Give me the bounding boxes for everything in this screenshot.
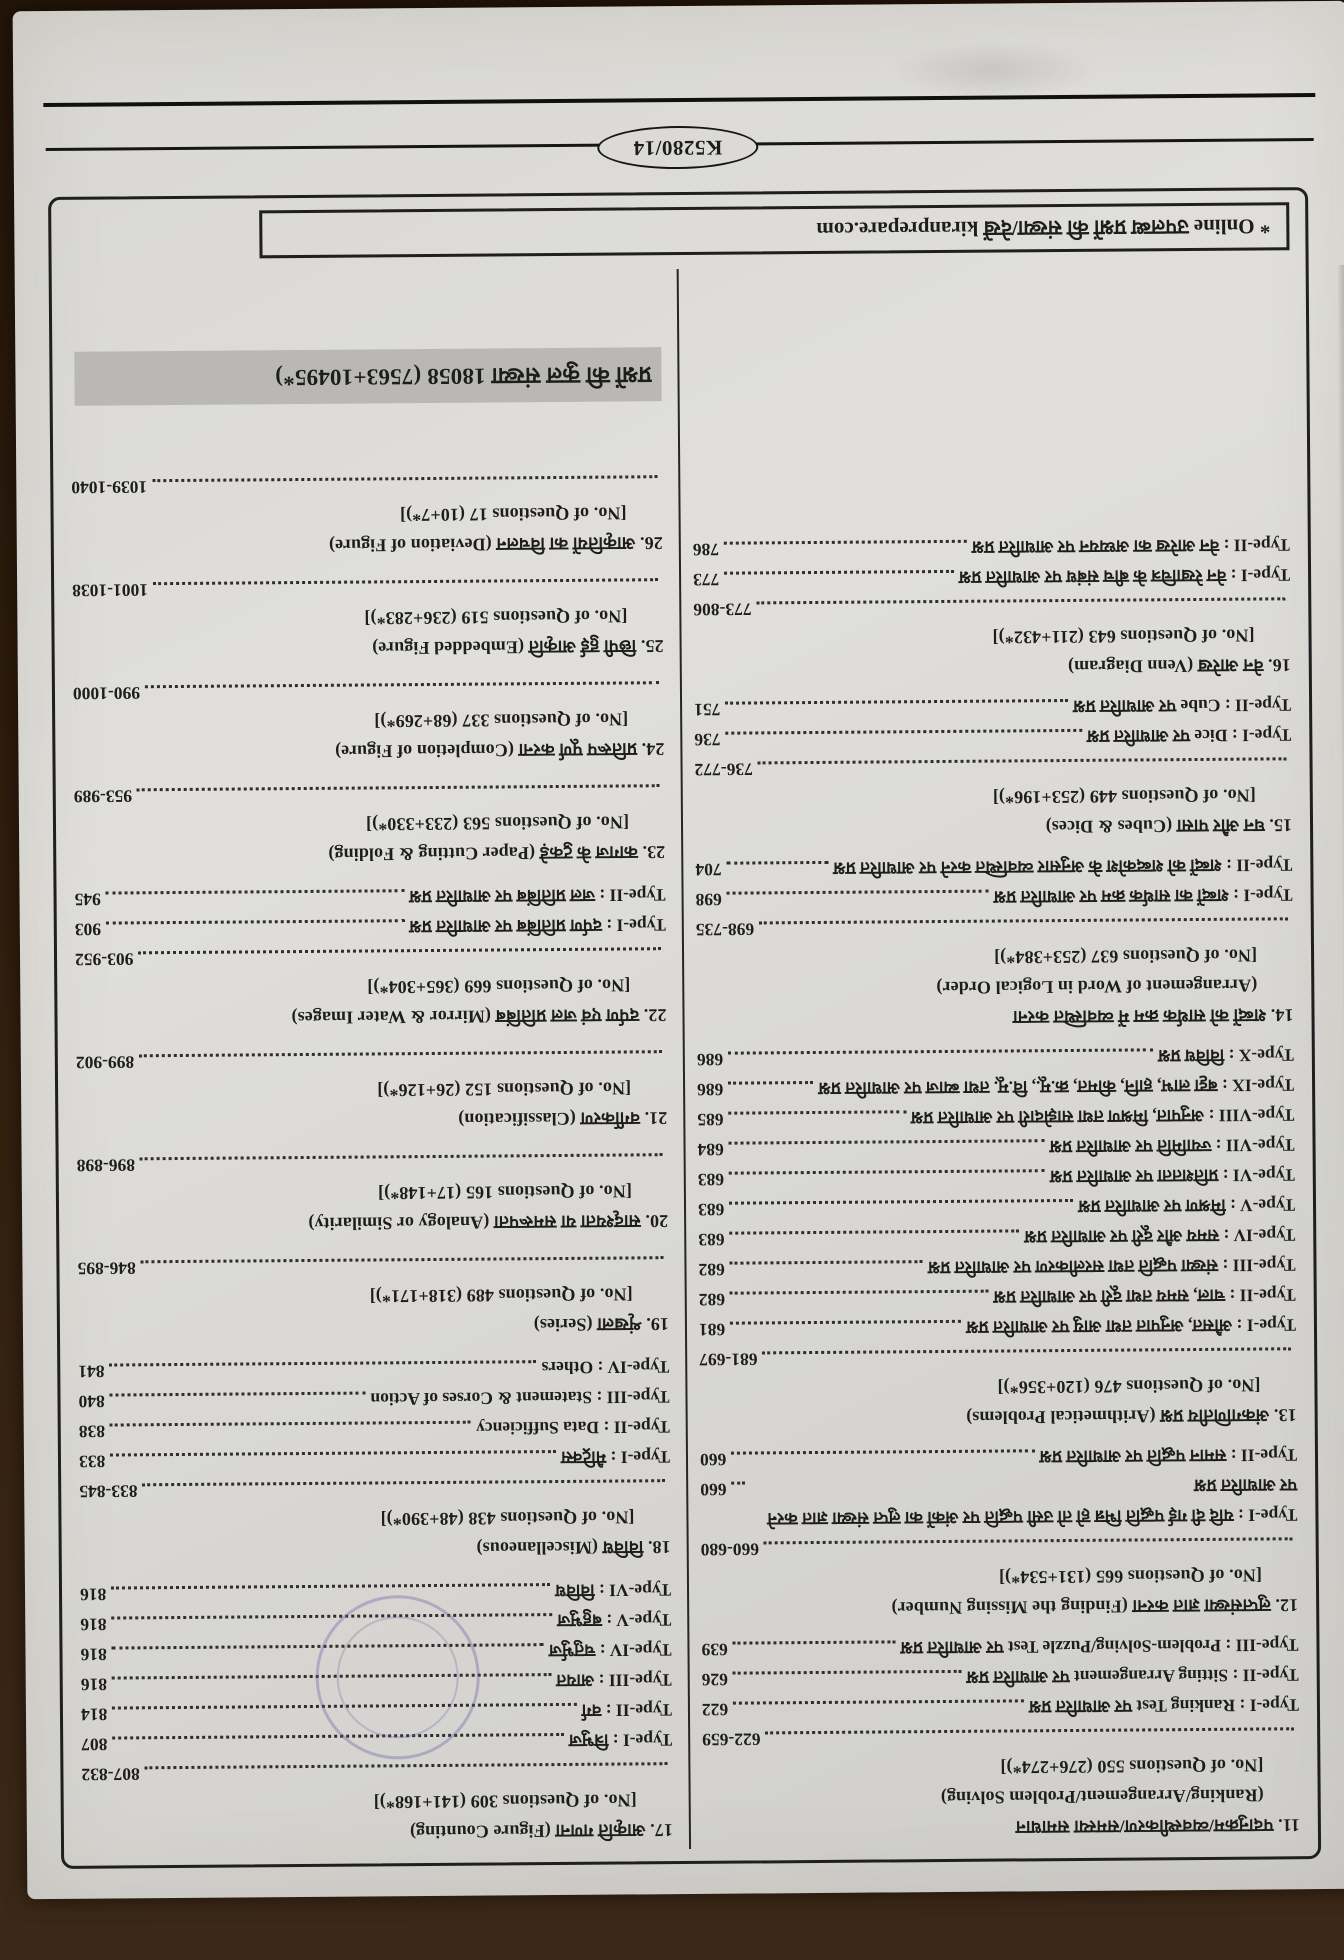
dots-leader: [152, 475, 657, 482]
dots-leader: [731, 1482, 745, 1485]
chapter-title-line: 13. अंकगणितीय प्रश्न (Arithmetical Problems): [966, 1405, 1297, 1428]
page-trim-line: [43, 93, 1315, 107]
item-page-number: 683: [697, 1169, 725, 1190]
chapter-page-range: 1001-1038: [72, 580, 149, 601]
chapter-pages-row: [696, 910, 1293, 945]
toc-item-row: [700, 1470, 1297, 1535]
chapter-title-line: 20. सादृश्यता या समरूपता (Analogy or Similarity): [308, 1211, 669, 1234]
item-page-number: 840: [78, 1391, 105, 1412]
dots-leader: [725, 699, 1068, 705]
toc-item-row: [702, 1660, 1299, 1695]
chapter-title-line: 19. शृंखला (Series): [533, 1314, 670, 1336]
dots-leader: [726, 729, 1082, 735]
toc-item-row: [80, 1575, 671, 1610]
item-page-number: 736: [694, 729, 721, 750]
item-label: Type-I : यदि दी गई पद्धति भिन्न हो तो उसी पद्धति पर अंकों का लुप्त संख्या ज्ञात करने पर आधारित प्रश्न: [767, 1475, 1298, 1530]
chapter-page-range: 990-1000: [72, 683, 141, 704]
dots-leader: [759, 917, 1288, 924]
toc-item-row: [81, 1695, 672, 1730]
item-label: Type-IX : बट्टा लाभ, हानि, कीमत, क्र.मू., वि.मू. तथा ब्याज पर आधारित प्रश्न: [818, 1075, 1295, 1099]
dots-leader: [138, 947, 661, 954]
chapter-pages-row: [79, 1472, 670, 1507]
dots-leader: [731, 1449, 1034, 1454]
toc-item-row: [697, 1040, 1294, 1075]
chapter-title-line: 18. विविध (Miscellaneous): [476, 1537, 671, 1559]
item-page-number: 684: [697, 1139, 724, 1160]
dots-leader: [110, 1450, 556, 1457]
chapter-title-line: 12. लुप्तसंख्या ज्ञात करना (Finding the Missing Number): [891, 1595, 1299, 1619]
paper-smudge: [887, 43, 1097, 99]
item-label: Type-VI : प्रतिशतता पर आधारित प्रश्न: [1049, 1165, 1295, 1188]
item-page-number: 685: [697, 1109, 724, 1130]
chapter-entry: [694, 690, 1292, 845]
toc-item-row: [74, 880, 665, 915]
item-label: Type-III : आयत: [556, 1670, 672, 1692]
chapter-pages-row: [81, 1755, 672, 1790]
chapter-pages-row: [75, 940, 666, 975]
chapter-sub-line: [No. of Questions 637 (253+384*)]: [993, 945, 1258, 968]
chapter-entry: [693, 530, 1291, 685]
dots-leader: [111, 1583, 550, 1589]
chapter-sub-line: [No. of Questions 665 (131+534*)]: [998, 1565, 1263, 1588]
chapter-title-line: 23. कागज के टुकड़े (Paper Cutting & Folding): [328, 842, 666, 865]
chapter-pages-row: [71, 468, 662, 503]
toc-item-row: [693, 560, 1290, 595]
dots-leader: [145, 1762, 668, 1769]
toc-item-row: [699, 1280, 1296, 1315]
item-page-number: 807: [81, 1734, 108, 1755]
chapter-sub-line: [No. of Questions 337 (68+269*)]: [374, 709, 629, 732]
dots-leader: [729, 1110, 906, 1114]
item-label: Type-II : शब्दों को शब्दकोश के अनुसार व्यवस्थित करने पर आधारित प्रश्न: [833, 855, 1293, 879]
dots-leader: [137, 784, 660, 791]
item-page-number: 945: [74, 889, 101, 910]
dots-leader: [111, 1613, 552, 1619]
chapter-title-line: 21. वर्गीकरण (Classification): [458, 1108, 668, 1130]
item-page-number: 773: [693, 569, 720, 590]
chapter-page-range: 899-902: [75, 1052, 135, 1073]
dots-leader: [110, 1392, 366, 1397]
chapter-sub-line: [No. of Questions 449 (253+196*)]: [992, 785, 1256, 808]
item-label: Type-II : Cube पर आधारित प्रश्न: [1073, 695, 1292, 717]
item-page-number: 814: [80, 1704, 108, 1725]
toc-item-row: [694, 690, 1291, 725]
toc-item-row: [694, 720, 1291, 755]
item-page-number: 786: [692, 539, 720, 560]
chapter-page-range: 622-659: [702, 1729, 761, 1750]
chapter-page-range: 698-735: [695, 919, 755, 940]
chapter-entry: [72, 571, 664, 666]
chapter-page-range: 660-680: [700, 1539, 760, 1560]
chapter-sub-line: [No. of Questions 643 (211+432*)]: [992, 625, 1255, 648]
item-label: Type-II : चाल, समय तथा दूरी पर आधारित प्रश्न: [993, 1285, 1296, 1308]
dots-leader: [110, 1421, 471, 1427]
chapter-page-range: 846-895: [77, 1258, 136, 1279]
dots-leader: [728, 1048, 1153, 1054]
chapter-pages-row: [77, 1249, 668, 1284]
chapter-pages-row: [693, 590, 1290, 625]
item-label: Type-II : समान पद्धति पर आधारित प्रश्न: [1039, 1445, 1298, 1468]
chapter-entry: [76, 1043, 668, 1138]
chapter-title-line: 11. पदानुक्रम/व्यवस्थीकरण/समस्या समाधान: [1015, 1815, 1300, 1838]
item-label: Type-II : वर्ग: [581, 1700, 673, 1721]
item-page-number: 751: [694, 699, 721, 720]
toc-right-column: [66, 269, 691, 1854]
item-page-number: 660: [699, 1449, 727, 1470]
toc-columns: [66, 264, 1304, 1854]
item-page-number: 660: [700, 1479, 727, 1500]
toc-item-row: [75, 910, 666, 945]
chapter-title-line: 17. आकृति गणना (Figure Counting): [409, 1820, 673, 1843]
item-page-number: 698: [695, 889, 722, 910]
dots-leader: [733, 1699, 1024, 1704]
chapter-entry: [71, 468, 663, 563]
item-label: Type-VI : विविध: [555, 1580, 672, 1602]
item-label: Type-I : Ranking Test पर आधारित प्रश्न: [1028, 1695, 1300, 1718]
toc-item-row: [698, 1160, 1295, 1195]
toc-item-row: [697, 1130, 1294, 1165]
toc-right-entries: [71, 455, 673, 1850]
item-page-number: 639: [701, 1639, 728, 1660]
chapter-sub-line: [No. of Questions 563 (233+330*)]: [365, 812, 630, 835]
chapter-sub-line: [No. of Questions 489 (318+171*)]: [369, 1284, 633, 1307]
chapter-title-line: 15. घन और पासा (Cubes & Dices): [1045, 815, 1293, 838]
chapter-sub-line: [No. of Questions 152 (26+126*)]: [377, 1078, 632, 1101]
chapter-pages-row: [72, 571, 663, 606]
toc-item-row: [80, 1635, 671, 1670]
toc-item-row: [693, 530, 1290, 565]
item-page-number: 838: [78, 1421, 106, 1442]
chapter-pages-row: [694, 750, 1291, 785]
dots-leader: [724, 540, 967, 545]
dots-leader: [733, 1670, 962, 1675]
chapter-title-line: 14. शब्दों को सार्थक क्रम में व्यवस्थित करना: [1012, 1005, 1294, 1028]
item-label: Type-IV : समय और दूरी पर आधारित प्रश्न: [1024, 1225, 1296, 1248]
chapter-page-range: 681-697: [699, 1349, 758, 1370]
chapter-page-range: 773-806: [693, 599, 752, 620]
item-page-number: 683: [697, 1199, 725, 1220]
toc-item-row: [78, 1382, 669, 1417]
dots-leader: [730, 1290, 989, 1295]
item-page-number: 903: [74, 919, 102, 940]
chapter-sub-line: [No. of Questions 438 (48+390*)]: [380, 1507, 635, 1530]
item-label: Type-VIII : अनुपात, मिश्रण तथा साझेदारी पर आधारित प्रश्न: [910, 1105, 1295, 1129]
toc-item-row: [698, 1190, 1295, 1225]
chapter-pages-row: [702, 1720, 1299, 1755]
chapter-sub-line: [No. of Questions 669 (365+304*)]: [367, 975, 631, 998]
item-page-number: 686: [696, 1049, 724, 1070]
chapter-pages-row: [76, 1043, 667, 1078]
dots-leader: [758, 757, 1287, 764]
chapter-page-range: 903-952: [74, 949, 134, 970]
chapter-page-range: 896-898: [76, 1155, 136, 1176]
item-label: Type-VII : ज्यामिति पर आधारित प्रश्न: [1049, 1135, 1295, 1158]
dots-leader: [112, 1643, 544, 1649]
chapter-entry: [74, 880, 666, 1035]
page-code-oval: K5280/14: [597, 125, 759, 169]
chapter-sub-line: (Arrangement of Word in Logical Order): [936, 975, 1258, 999]
dots-leader: [112, 1703, 577, 1710]
item-label: Type-III : संख्या पद्धति तथा सरलीकरण पर आधारित प्रश्न: [927, 1255, 1296, 1279]
chapter-pages-row: [701, 1530, 1298, 1565]
chapter-title-line: 22. दर्पण एवं जल प्रतिबिंब (Mirror & Water Images): [291, 1005, 667, 1029]
toc-item-row: [701, 1630, 1298, 1665]
toc-left-column: [679, 264, 1304, 1849]
chapter-page-range: 953-989: [73, 786, 133, 807]
dots-leader: [729, 1229, 1019, 1234]
toc-item-row: [80, 1605, 671, 1640]
chapter-entry: [74, 777, 666, 872]
dots-leader: [728, 1081, 813, 1085]
item-label: Type-IV : चतुर्भुज: [548, 1640, 672, 1662]
chapter-sub-line: [No. of Questions 550 (276+274*)]: [1000, 1755, 1264, 1778]
chapter-title-line: 16. वेन आरेख (Venn Diagram): [1067, 655, 1291, 677]
chapter-entry: [77, 1249, 669, 1344]
item-label: Type-III : Statement & Corses of Action: [370, 1387, 670, 1410]
dots-leader: [762, 1347, 1291, 1354]
item-page-number: 622: [701, 1699, 729, 1720]
toc-item-row: [700, 1440, 1297, 1475]
chapter-page-range: 833-845: [79, 1481, 138, 1502]
toc-item-row: [79, 1412, 670, 1447]
dots-leader: [140, 1153, 663, 1160]
item-label: Type-III : Problem-Solving/Puzzle Test पर आधारित प्रश्न: [900, 1635, 1299, 1659]
page-inner: [13, 1, 1344, 1899]
dots-leader: [145, 681, 659, 688]
chapter-sub-line: (Ranking/Arrangement/Problem Solving): [940, 1785, 1264, 1809]
chapter-page-range: 1039-1040: [71, 477, 148, 498]
item-page-number: 816: [80, 1674, 108, 1695]
toc-item-row: [698, 1220, 1295, 1255]
toc-item-row: [78, 1352, 669, 1387]
dots-leader: [730, 1260, 923, 1265]
toc-item-row: [699, 1310, 1296, 1345]
item-page-number: 686: [697, 1079, 724, 1100]
dots-leader: [139, 1050, 662, 1057]
chapter-entry: [695, 850, 1293, 1035]
dots-leader: [112, 1673, 551, 1679]
item-label: Type-II : जल प्रतिबिंब पर आधारित प्रश्न: [409, 885, 666, 908]
chapter-title-line: 26. आकृतियों का विचलन (Deviation of Figure): [328, 533, 663, 556]
dots-leader: [729, 1139, 1045, 1144]
item-label: Type-II : वेन आरेख का अध्ययन पर आधारित प्रश्न: [971, 535, 1290, 558]
dots-leader: [730, 1320, 961, 1325]
item-label: Type-I : शब्दों का सार्थक क्रम पर आधारित प्रश्न: [993, 885, 1293, 908]
item-page-number: 682: [698, 1259, 725, 1280]
toc-item-row: [81, 1665, 672, 1700]
dots-leader: [757, 597, 1286, 604]
chapter-pages-row: [699, 1340, 1296, 1375]
item-page-number: 816: [79, 1584, 107, 1605]
dots-leader: [724, 570, 954, 575]
dots-leader: [727, 861, 829, 865]
chapter-sub-line: [No. of Questions 476 (120+356*)]: [997, 1375, 1261, 1398]
toc-item-row: [695, 880, 1292, 915]
item-label: Type-II : Sitting Arrangement पर आधारित प्रश्न: [966, 1665, 1299, 1688]
item-label: Type-V : मिश्रण पर आधारित प्रश्न: [1078, 1195, 1296, 1217]
chapter-title-line: 25. छिपी हुई आकृति (Embedded Figure): [372, 636, 664, 659]
item-label: Type-V : बहुभुज: [557, 1610, 672, 1632]
chapter-entry: [697, 1040, 1297, 1435]
item-page-number: 833: [78, 1451, 106, 1472]
item-page-number: 626: [701, 1669, 729, 1690]
item-page-number: 841: [78, 1361, 105, 1382]
chapter-pages-row: [77, 1146, 668, 1181]
item-label: Type-X : विविध प्रश्न: [1158, 1045, 1294, 1067]
item-page-number: 816: [80, 1614, 107, 1635]
toc-item-row: [697, 1100, 1294, 1135]
upside-down-page: [13, 1, 1344, 1899]
item-label: Type-I : Dice पर आधारित प्रश्न: [1086, 725, 1292, 747]
chapter-page-range: 807-832: [81, 1764, 140, 1785]
dots-leader: [729, 1199, 1073, 1205]
dots-leader: [112, 1733, 563, 1740]
item-label: Type-I : वेन रेखाचित्र के बीच संबंध पर आधारित प्रश्न: [958, 565, 1291, 588]
contents-frame: [48, 187, 1321, 1869]
dots-leader: [106, 889, 404, 894]
chapter-entry: [700, 1440, 1298, 1625]
item-page-number: 704: [695, 859, 722, 880]
dots-leader: [142, 1479, 665, 1486]
dots-leader: [764, 1537, 1293, 1544]
chapter-entry: [701, 1630, 1300, 1845]
toc-item-row: [702, 1690, 1299, 1725]
page-code-strip: [47, 113, 1307, 175]
chapter-pages-row: [73, 674, 664, 709]
item-page-number: 681: [698, 1319, 726, 1340]
item-label: Type-II : Data Sufficiency: [476, 1417, 670, 1439]
chapter-entry: [77, 1146, 669, 1241]
book-page-sheet: [13, 1, 1344, 1899]
dots-leader: [153, 578, 658, 585]
chapter-entry: [80, 1575, 673, 1850]
dots-leader: [106, 919, 404, 924]
toc-item-row: [79, 1442, 670, 1477]
item-label: Type-I : दर्पण प्रतिबिंब पर आधारित प्रश्न: [409, 915, 666, 938]
toc-item-row: [695, 850, 1292, 885]
toc-item-row: [698, 1250, 1295, 1285]
online-note-box: * Online उपलब्ध प्रश्नों की संख्या/देखें kiranprepare.com: [259, 202, 1289, 258]
item-label: Type-IV : Others: [541, 1357, 670, 1379]
dots-leader: [727, 890, 989, 895]
chapter-pages-row: [74, 777, 665, 812]
dots-leader: [765, 1727, 1294, 1734]
item-page-number: 682: [698, 1289, 726, 1310]
item-page-number: 683: [698, 1229, 725, 1250]
dots-leader: [729, 1169, 1045, 1174]
chapter-sub-line: [No. of Questions 17 (10+7*)]: [399, 503, 627, 526]
item-label: Type-I : त्रिभुज: [568, 1730, 673, 1751]
chapter-page-range: 736-772: [694, 759, 753, 780]
chapter-sub-line: [No. of Questions 165 (17+148*)]: [377, 1181, 632, 1204]
dots-leader: [141, 1256, 664, 1263]
item-page-number: 816: [80, 1644, 107, 1665]
toc-item-row: [697, 1070, 1294, 1105]
chapter-title-line: 24. प्रतिरूप पूर्ण करना (Completion of Figure): [334, 739, 665, 762]
total-questions-row: प्रश्नों की कुल संख्या 18058 (7563+10495*): [74, 347, 661, 406]
dots-leader: [109, 1360, 536, 1366]
item-label: Type-I : औसत, अनुपात तथा आयु पर आधारित प्रश्न: [966, 1315, 1297, 1338]
item-label: Type-I : मैट्रिक्स: [560, 1447, 671, 1469]
chapter-entry: [73, 674, 665, 769]
toc-item-row: [81, 1725, 672, 1760]
dots-leader: [733, 1640, 896, 1644]
chapter-sub-line: [No. of Questions 309 (141+168*)]: [373, 1790, 637, 1813]
chapter-sub-line: [No. of Questions 519 (236+283*)]: [364, 606, 628, 629]
chapter-entry: [78, 1352, 671, 1567]
